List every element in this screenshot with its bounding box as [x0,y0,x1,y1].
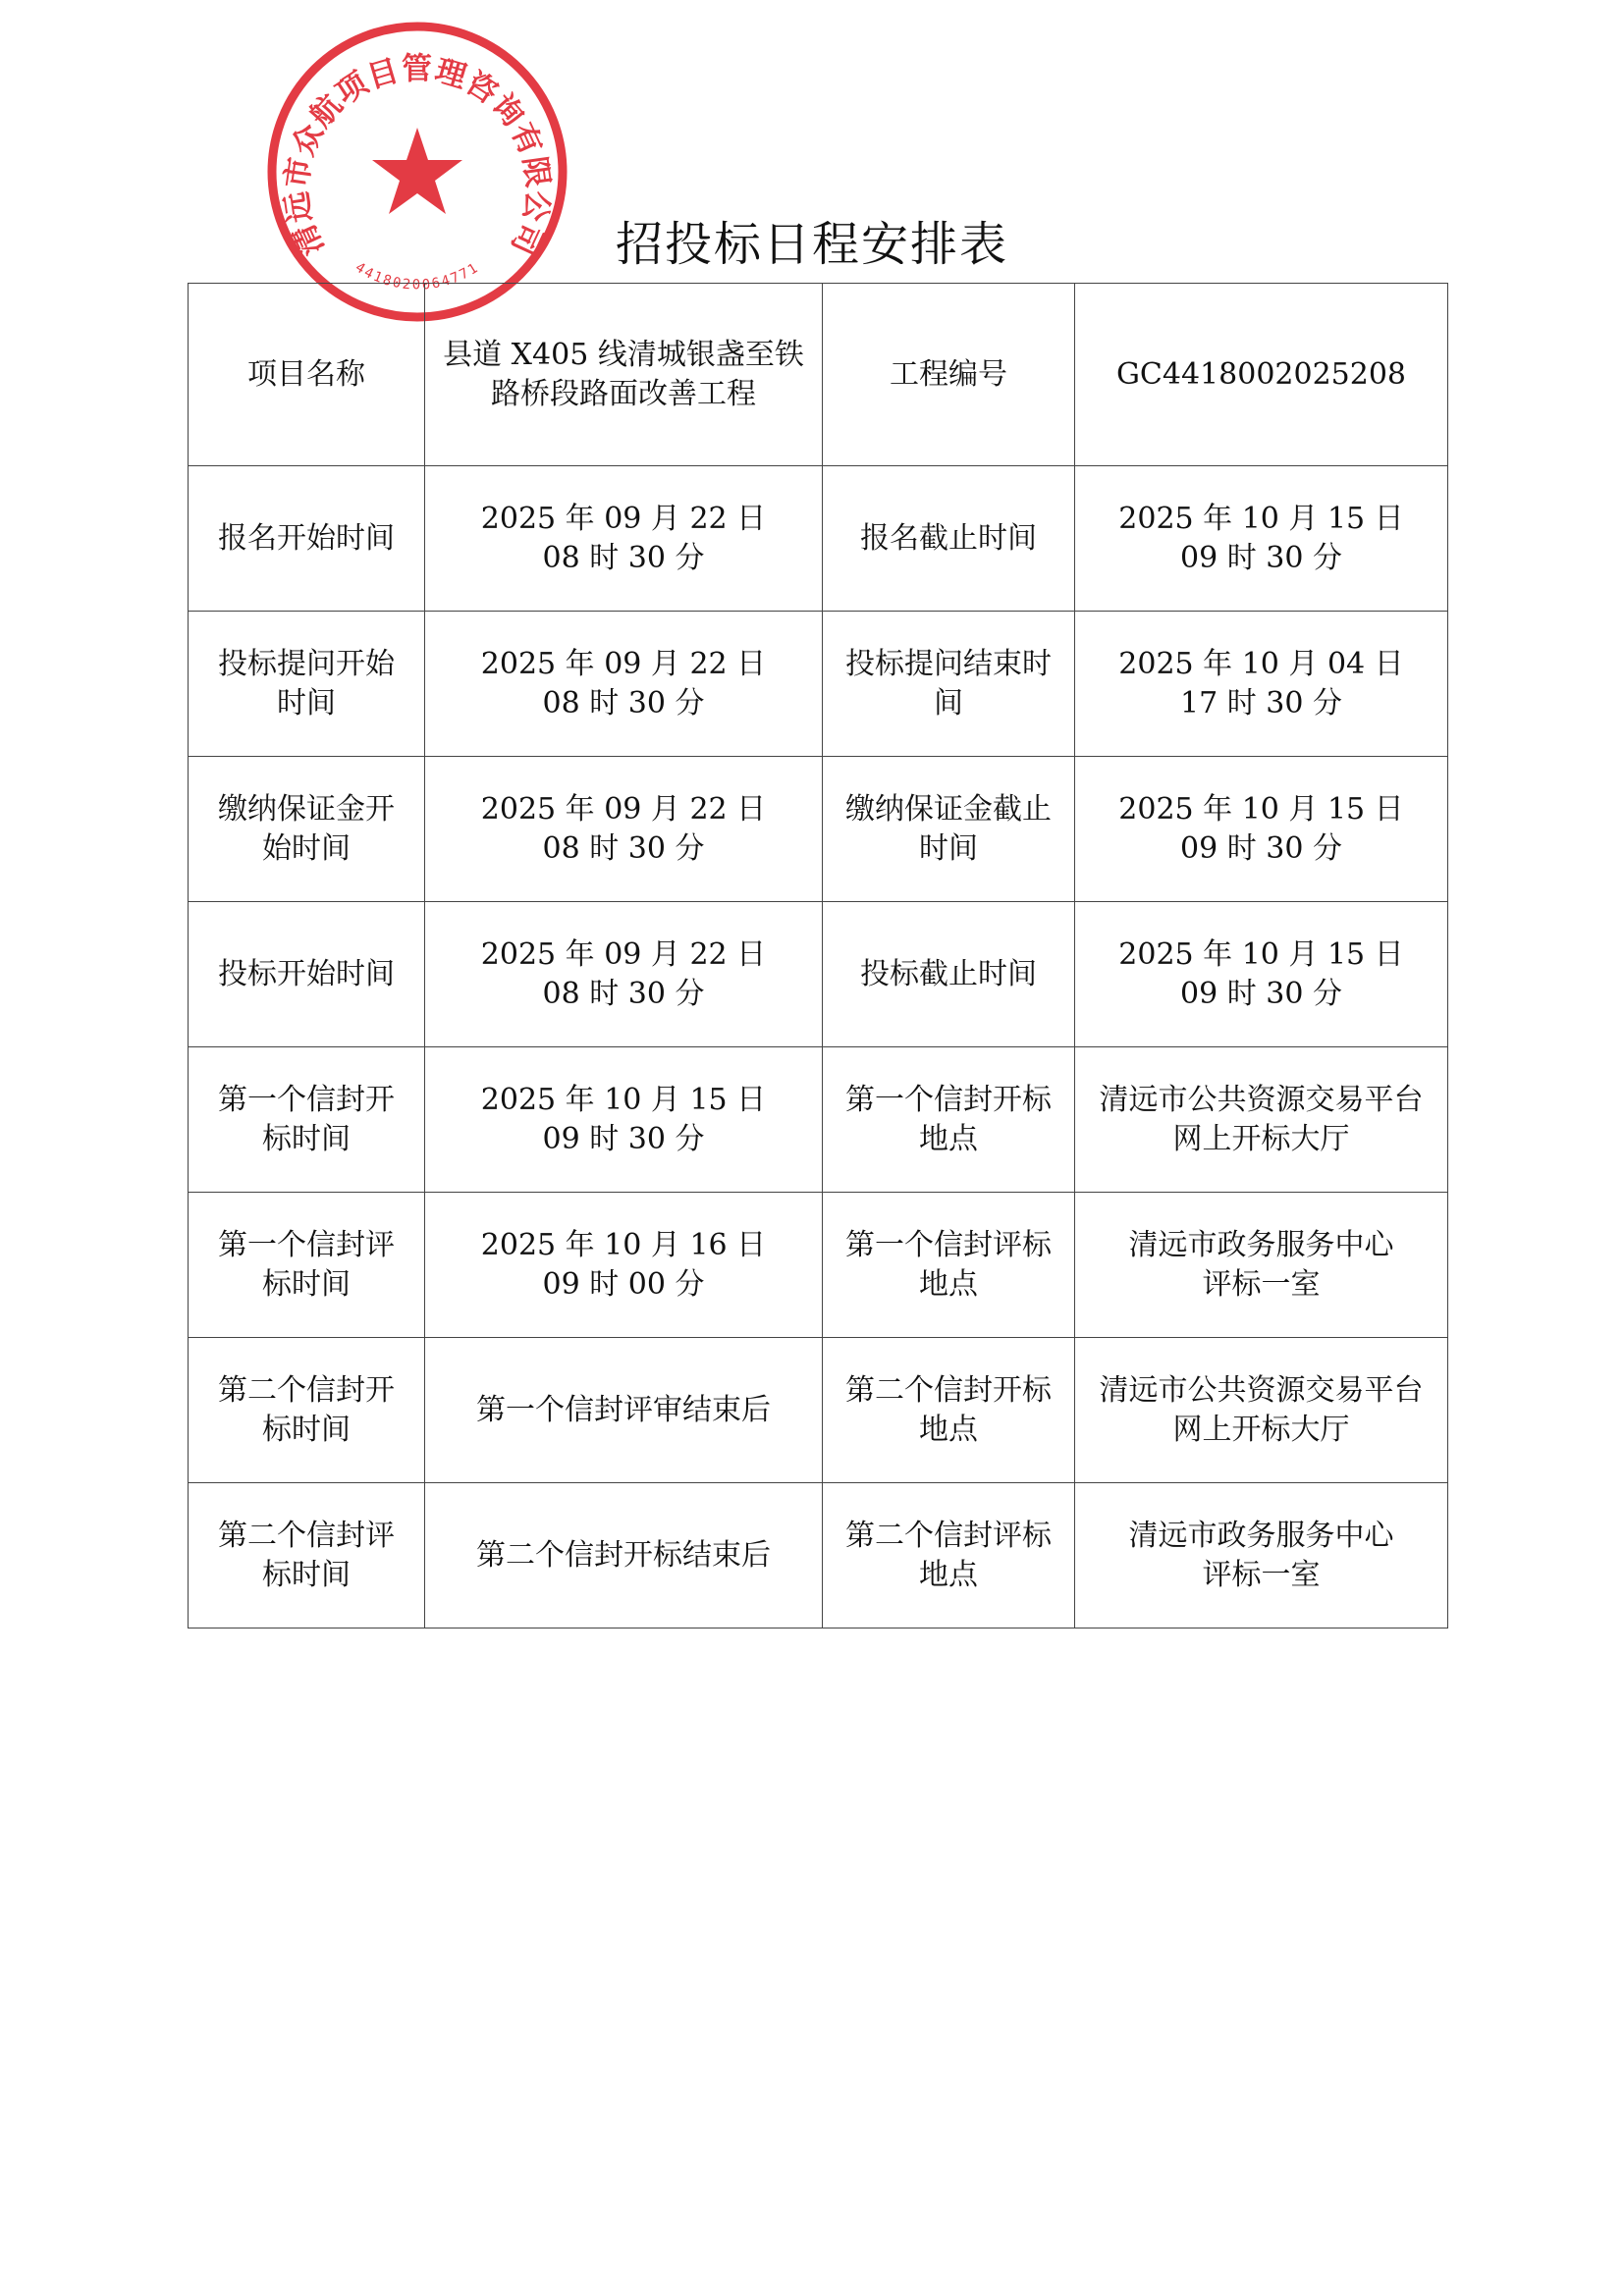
row-label: 第一个信封评 标时间 [189,1193,425,1338]
row-value: 县道 X405 线清城银盏至铁 路桥段路面改善工程 [425,284,823,466]
schedule-table [188,283,1448,1629]
row-value: 清远市公共资源交易平台 网上开标大厅 [1075,1338,1448,1483]
company-seal [265,20,569,324]
row-value: 2025 年 10 月 04 日 17 时 30 分 [1075,612,1448,757]
seal-number: 4418020064771 [352,259,483,294]
table-row [189,757,1448,902]
row-value: 第一个信封评审结束后 [425,1338,823,1483]
table-row [189,612,1448,757]
row-label: 报名截止时间 [823,466,1075,612]
row-value: 2025 年 09 月 22 日 08 时 30 分 [425,466,823,612]
table-row [189,1047,1448,1193]
table-row [189,1338,1448,1483]
table-row [189,466,1448,612]
row-value: 2025 年 10 月 15 日 09 时 30 分 [425,1047,823,1193]
table-row [189,284,1448,466]
row-value: 2025 年 09 月 22 日 08 时 30 分 [425,902,823,1047]
row-value: 2025 年 09 月 22 日 08 时 30 分 [425,757,823,902]
table-row [189,902,1448,1047]
row-label: 第二个信封开 标时间 [189,1338,425,1483]
row-label: 第一个信封开 标时间 [189,1047,425,1193]
row-label: 投标提问结束时 间 [823,612,1075,757]
row-label: 缴纳保证金截止 时间 [823,757,1075,902]
row-value: 2025 年 09 月 22 日 08 时 30 分 [425,612,823,757]
row-label: 缴纳保证金开 始时间 [189,757,425,902]
row-label: 投标开始时间 [189,902,425,1047]
row-value: GC4418002025208 [1075,284,1448,466]
row-value: 清远市政务服务中心 评标一室 [1075,1483,1448,1629]
seal-company-name: 清远市众航项目管理咨询有限公司 [279,51,556,261]
row-value: 第二个信封开标结束后 [425,1483,823,1629]
star-icon [372,128,462,214]
row-label: 第二个信封评标 地点 [823,1483,1075,1629]
row-label: 工程编号 [823,284,1075,466]
row-label: 第二个信封开标 地点 [823,1338,1075,1483]
row-label: 项目名称 [189,284,425,466]
row-label: 第二个信封评 标时间 [189,1483,425,1629]
row-label: 第一个信封开标 地点 [823,1047,1075,1193]
row-value: 2025 年 10 月 15 日 09 时 30 分 [1075,902,1448,1047]
row-value: 2025 年 10 月 15 日 09 时 30 分 [1075,466,1448,612]
table-row [189,1193,1448,1338]
page-title: 招投标日程安排表 [615,217,1008,272]
row-label: 投标截止时间 [823,902,1075,1047]
row-label: 报名开始时间 [189,466,425,612]
row-value: 清远市公共资源交易平台 网上开标大厅 [1075,1047,1448,1193]
row-value: 2025 年 10 月 15 日 09 时 30 分 [1075,757,1448,902]
table-row [189,1483,1448,1629]
row-label: 第一个信封评标 地点 [823,1193,1075,1338]
row-value: 清远市政务服务中心 评标一室 [1075,1193,1448,1338]
row-value: 2025 年 10 月 16 日 09 时 00 分 [425,1193,823,1338]
row-label: 投标提问开始 时间 [189,612,425,757]
